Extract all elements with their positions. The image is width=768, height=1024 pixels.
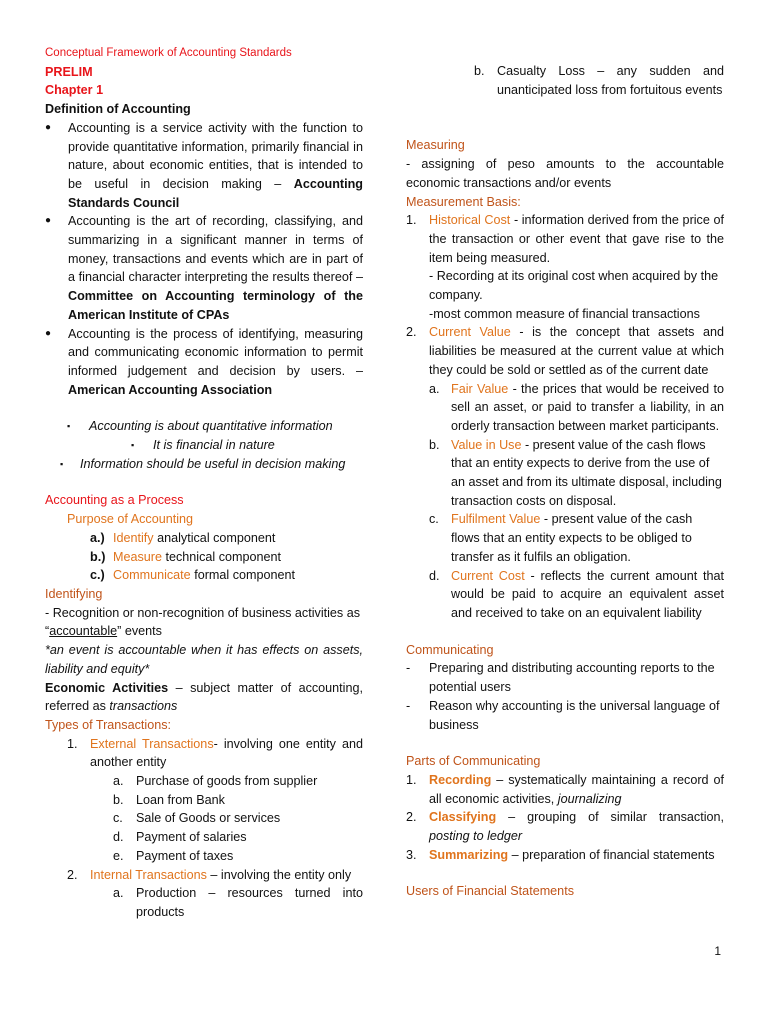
- basis-term: Historical Cost: [429, 213, 511, 228]
- value-term: Fulfilment Value: [451, 512, 541, 527]
- document-title: Conceptual Framework of Accounting Standards: [45, 47, 292, 59]
- note-item: ▪ It is financial in nature: [45, 436, 363, 455]
- definition-source: Accounting Standards Council: [68, 176, 363, 210]
- economic-activities: Economic Activities – subject matter of accounting, referred as transactions: [45, 680, 363, 714]
- list-item: - Preparing and distributing accounting reports to the potential users: [406, 661, 715, 695]
- part-term: Classifying: [429, 810, 497, 825]
- definition-item: ● Accounting is the process of identifying, measuring and communicating economic information to permit informed judgement and decision by users. – American Accounting Association: [45, 325, 363, 400]
- purpose-item: b.) Measure technical component: [90, 549, 282, 564]
- note-item: ▪ Information should be useful in decision making: [45, 455, 363, 474]
- value-term: Value in Use: [451, 437, 522, 452]
- definition-heading: Definition of Accounting: [45, 102, 191, 117]
- bullet-icon: ●: [45, 327, 52, 339]
- transaction-type: 2. Internal Transactions – involving the entity only: [67, 867, 352, 882]
- part-item: 2. Classifying – grouping of similar transaction, posting to ledger: [406, 810, 724, 844]
- purpose-term: Identify: [113, 530, 154, 545]
- part-item: 3. Summarizing – preparation of financial statements: [406, 847, 715, 862]
- list-item: a. Fair Value - the prices that would be received to sell an asset, or paid to transfer a liability, in an orderly transaction between market participants.: [429, 381, 724, 433]
- note-item: ▪ Accounting is about quantitative information: [45, 417, 363, 436]
- transaction-term: External Transactions: [90, 736, 214, 751]
- transaction-type: 1. External Transactions- involving one entity and another entity: [67, 736, 363, 770]
- list-item: - Reason why accounting is the universal language of business: [406, 698, 720, 732]
- list-item: e. Payment of taxes: [113, 848, 234, 863]
- square-bullet-icon: ▪: [131, 440, 135, 451]
- purpose-term: Communicate: [113, 568, 191, 583]
- basis-term: Current Value: [429, 325, 511, 340]
- measuring-text: - assigning of peso amounts to the accountable economic transactions and/or events: [406, 157, 724, 190]
- value-term: Fair Value: [451, 381, 509, 396]
- process-heading: Accounting as a Process: [45, 493, 184, 508]
- list-item: c. Fulfilment Value - present value of the cash flows that an entity expects to be obliged to transfer as it fulfils an obligation.: [429, 512, 693, 564]
- definition-source: Committee on Accounting terminology of the American Institute of CPAs: [68, 289, 363, 322]
- parts-heading: Parts of Communicating: [406, 754, 541, 769]
- list-item: c. Sale of Goods or services: [113, 811, 281, 826]
- part-item: 1. Recording – systematically maintaining a record of all economic activities, journalizing: [406, 772, 724, 806]
- purpose-item: a.) Identify analytical component: [90, 530, 276, 545]
- transaction-term: Internal Transactions: [90, 867, 207, 882]
- square-bullet-icon: ▪: [67, 421, 71, 432]
- basis-item: 2. Current Value - is the concept that assets and liabilities be measured at the current value at which they could be sold or settled as of the current date: [406, 325, 724, 377]
- purpose-item: c.) Communicate formal component: [90, 568, 296, 583]
- identifying-note: *an event is accountable when it has effects on assets, liability and equity*: [45, 643, 363, 676]
- measuring-heading: Measuring: [406, 138, 465, 153]
- list-item: a. Purchase of goods from supplier: [113, 774, 318, 789]
- definition-item: ● Accounting is a service activity with the function to provide quantitative information, primarily financial in nature, about economic entities, that is intended to be useful in decision making – Accounting Standards Council: [45, 119, 363, 213]
- square-bullet-icon: ▪: [60, 458, 64, 469]
- definition-source: American Accounting Association: [68, 382, 273, 397]
- purpose-term: Measure: [113, 549, 162, 564]
- chapter-heading: Chapter 1: [45, 83, 104, 98]
- basis-heading: Measurement Basis:: [406, 194, 521, 209]
- part-term: Recording: [429, 772, 492, 787]
- types-heading: Types of Transactions:: [45, 717, 171, 732]
- list-item: b. Loan from Bank: [113, 792, 225, 807]
- list-item: a. Production – resources turned into products: [113, 886, 363, 919]
- right-column: [406, 62, 724, 901]
- purpose-heading: Purpose of Accounting: [67, 512, 194, 527]
- basis-item: 1. Historical Cost - information derived from the price of the transaction or other event that gave rise to the item being measured. - Recording at its original cost when acquired by the company. -most common measure of financial transactions: [406, 213, 724, 321]
- identifying-heading: Identifying: [45, 586, 103, 601]
- list-item: b. Casualty Loss – any sudden and unanticipated loss from fortuitous events: [474, 64, 724, 97]
- value-term: Current Cost: [451, 568, 525, 583]
- definition-item: ● Accounting is the art of recording, classifying, and summarizing in a significant manner in terms of money, transactions and events which are in part of a financial character interpreting the results thereof – Committee on Accounting terminology of the American Institute of CPAs: [45, 212, 363, 324]
- left-column: [45, 44, 363, 922]
- identifying-text: - Recognition or non-recognition of business activities as: [45, 605, 361, 620]
- prelim-heading: PRELIM: [45, 64, 93, 79]
- bullet-icon: ●: [45, 121, 52, 133]
- list-item: d. Payment of salaries: [113, 830, 247, 845]
- part-term: Summarizing: [429, 847, 509, 862]
- list-item: d. Current Cost - reflects the current amount that would be paid to acquire an equivalent asset and received to take on an equivalent liability: [429, 568, 725, 620]
- list-item: b. Value in Use - present value of the cash flows that an entity expects to derive from the use of an asset and from its ultimate disposal, including transaction costs on disposal.: [429, 437, 722, 508]
- bullet-icon: ●: [45, 215, 52, 227]
- page-number: 1: [714, 944, 721, 958]
- communicating-heading: Communicating: [406, 642, 494, 657]
- users-heading: Users of Financial Statements: [406, 884, 574, 899]
- identifying-text-cont: “accountable” events: [45, 624, 162, 639]
